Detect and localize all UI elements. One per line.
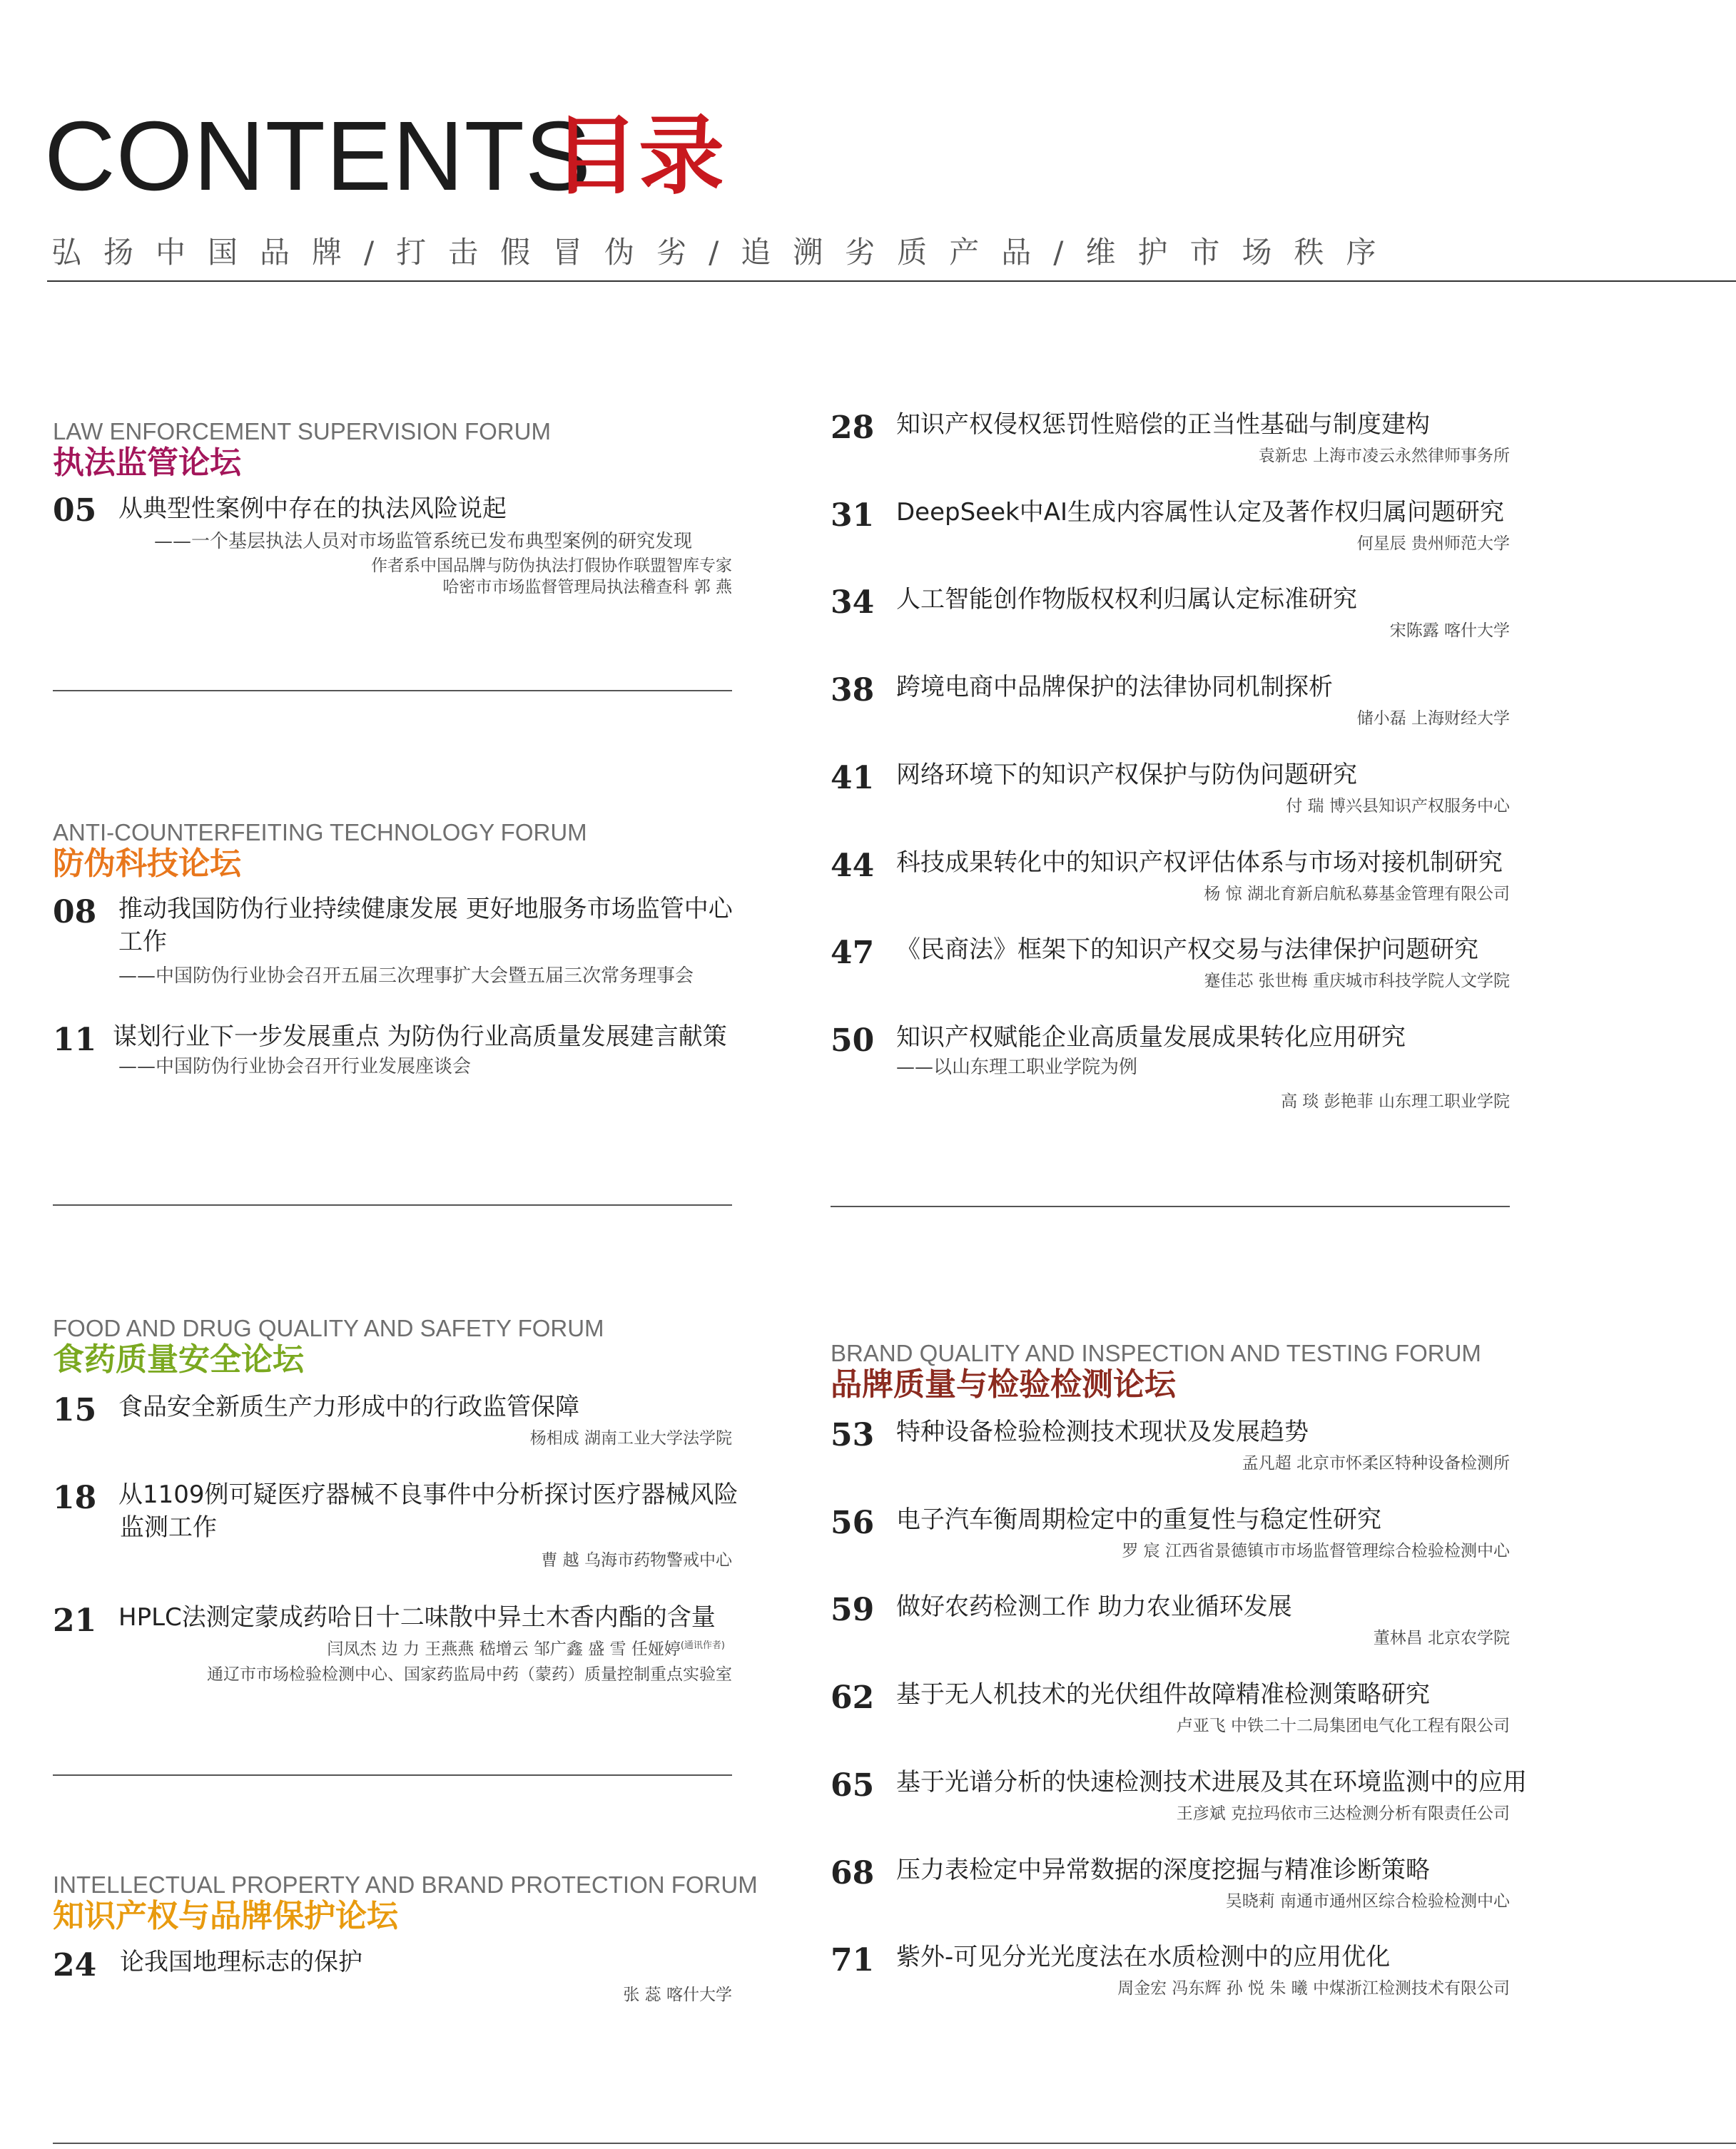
section-law (53, 420, 732, 479)
entry-author: 周金宏 冯东辉 孙 悦 朱 曦 中煤浙江检测技术有限公司 (1117, 1979, 1510, 1998)
slogan: 弘扬中国品牌/打击假冒伪劣/追溯劣质产品/维护市场秩序 (51, 235, 1399, 270)
entry-title: 从1109例可疑医疗器械不良事件中分析探讨医疗器械风险 (118, 1480, 738, 1509)
toc-entry[interactable] (831, 935, 1510, 995)
page-number: 21 (53, 1602, 97, 1639)
section-title-cn: 食药质量安全论坛 (53, 1341, 304, 1378)
entry-author: 吴晓莉 南通市通州区综合检验检测中心 (1225, 1892, 1510, 1911)
page-number: 41 (831, 760, 875, 796)
section-title-en: FOOD AND DRUG QUALITY AND SAFETY FORUM (53, 1315, 604, 1341)
toc-entry[interactable] (831, 672, 1510, 732)
toc-entry[interactable] (53, 894, 733, 990)
entry-title: 电子汽车衡周期检定中的重复性与稳定性研究 (896, 1505, 1381, 1534)
page-number: 05 (53, 492, 97, 529)
entry-author: 王彦斌 克拉玛依市三达检测分析有限责任公司 (1176, 1804, 1510, 1823)
toc-entry[interactable] (831, 1022, 1510, 1111)
toc-entry[interactable] (53, 1602, 732, 1691)
entry-author: 曹 越 乌海市药物警戒中心 (541, 1551, 732, 1570)
entry-author: 张 蕊 喀什大学 (623, 1986, 732, 2004)
entry-title: 《民商法》框架下的知识产权交易与法律保护问题研究 (896, 935, 1478, 964)
section-divider (831, 1206, 1510, 1207)
toc-entry[interactable] (53, 1947, 732, 2007)
entry-title: 网络环境下的知识产权保护与防伪问题研究 (896, 761, 1357, 789)
page-number: 24 (53, 1947, 97, 1983)
page-number: 56 (831, 1505, 875, 1541)
section-food (53, 1316, 732, 1376)
entry-author: 蹇佳芯 张世梅 重庆城市科技学院人文学院 (1204, 972, 1510, 990)
entry-title: 谋划行业下一步发展重点 为防伪行业高质量发展建言献策 (113, 1022, 727, 1051)
entry-title-cont: 工作 (118, 928, 167, 956)
section-title-cn: 防伪科技论坛 (53, 845, 241, 882)
toc-entry[interactable] (53, 1480, 738, 1575)
page-number: 08 (53, 894, 97, 930)
entry-author: 孟凡超 北京市怀柔区特种设备检测所 (1242, 1454, 1510, 1473)
page-number: 34 (831, 584, 875, 621)
toc-entry[interactable] (831, 584, 1510, 644)
section-title-cn: 知识产权与品牌保护论坛 (53, 1898, 398, 1934)
page-number: 38 (831, 672, 875, 708)
toc-entry[interactable] (831, 1942, 1510, 2002)
toc-entry[interactable] (831, 1592, 1510, 1652)
section-title-en: LAW ENFORCEMENT SUPERVISION FORUM (53, 418, 551, 444)
page-number: 65 (831, 1767, 875, 1804)
entry-subtitle: ——中国防伪行业协会召开行业发展座谈会 (118, 1056, 472, 1077)
toc-entry[interactable] (831, 1505, 1510, 1565)
entry-author: 罗 宸 江西省景德镇市市场监督管理综合检验检测中心 (1122, 1542, 1510, 1560)
entry-author: 董林昌 北京农学院 (1373, 1629, 1510, 1647)
entry-title: 做好农药检测工作 助力农业循环发展 (896, 1592, 1292, 1621)
entry-author: 储小磊 上海财经大学 (1356, 709, 1510, 728)
toc-entry[interactable] (831, 760, 1510, 820)
entry-author: 何星辰 贵州师范大学 (1356, 534, 1510, 553)
entry-title: 人工智能创作物版权权利归属认定标准研究 (896, 585, 1357, 614)
entry-author: 袁新忠 上海市凌云永然律师事务所 (1258, 447, 1510, 465)
entry-title: 知识产权侵权惩罚性赔偿的正当性基础与制度建构 (896, 410, 1430, 439)
entry-title: 紫外-可见分光光度法在水质检测中的应用优化 (896, 1943, 1391, 1971)
entry-title: HPLC法测定蒙成药哈日十二味散中异土木香内酯的含量 (118, 1603, 716, 1632)
section-title-en: BRAND QUALITY AND INSPECTION AND TESTING FORUM (831, 1340, 1481, 1366)
section-title-cn: 执法监管论坛 (53, 444, 241, 481)
page-number: 11 (53, 1022, 97, 1058)
entry-title: 食品安全新质生产力形成中的行政监管保障 (118, 1393, 579, 1421)
entry-title: 从典型性案例中存在的执法风险说起 (118, 494, 507, 523)
toc-entry[interactable] (53, 492, 732, 602)
entry-title: 压力表检定中异常数据的深度挖掘与精准诊断策略 (896, 1856, 1430, 1884)
entry-author: 高 琰 彭艳菲 山东理工职业学院 (1281, 1092, 1510, 1111)
page-number: 50 (831, 1022, 875, 1059)
toc-entry[interactable] (831, 1417, 1510, 1477)
entry-title: 论我国地理标志的保护 (120, 1948, 362, 1976)
entry-author: 杨相成 湖南工业大学法学院 (529, 1429, 732, 1448)
toc-entry[interactable] (53, 1392, 732, 1452)
section-anti (53, 821, 732, 880)
toc-entry[interactable] (831, 850, 1510, 908)
entry-title: 知识产权赋能企业高质量发展成果转化应用研究 (896, 1023, 1406, 1052)
contents-title-cn: 目录 (553, 107, 724, 206)
entry-subtitle: ——一个基层执法人员对市场监管系统已发布典型案例的研究发现 (154, 531, 693, 552)
toc-entry[interactable] (831, 497, 1510, 557)
entry-author: 宋陈露 喀什大学 (1389, 621, 1510, 640)
entry-author: 作者系中国品牌与防伪执法打假协作联盟智库专家 (371, 557, 732, 575)
entry-title: 特种设备检验检测技术现状及发展趋势 (896, 1418, 1309, 1446)
toc-entry[interactable] (831, 1682, 1510, 1739)
entry-title: DeepSeek中AI生成内容属性认定及著作权归属问题研究 (896, 498, 1504, 527)
corresponding-note: (通讯作者) (680, 1640, 725, 1651)
entry-title: 基于无人机技术的光伏组件故障精准检测策略研究 (896, 1680, 1430, 1709)
entry-title-cont: 监测工作 (120, 1513, 217, 1542)
entry-author: 杨 惊 湖北育新启航私募基金管理有限公司 (1204, 885, 1510, 903)
section-title-en: ANTI-COUNTERFEITING TECHNOLOGY FORUM (53, 819, 587, 845)
section-brand (831, 1341, 1544, 1401)
page-number: 59 (831, 1592, 875, 1628)
page-number: 31 (831, 497, 875, 534)
header-divider (47, 280, 1736, 282)
section-divider (53, 1204, 732, 1206)
section-title-cn: 品牌质量与检验检测论坛 (831, 1366, 1176, 1403)
section-divider (53, 690, 732, 691)
page-number: 15 (53, 1392, 97, 1428)
entry-author: 哈密市市场监督管理局执法稽查科 郭 燕 (442, 578, 732, 596)
page-number: 62 (831, 1680, 875, 1716)
entry-author: 付 瑞 博兴县知识产权服务中心 (1286, 797, 1510, 816)
page-number: 47 (831, 935, 875, 971)
footer-divider (53, 2143, 1736, 2144)
entry-author: 卢亚飞 中铁二十二局集团电气化工程有限公司 (1176, 1717, 1510, 1735)
section-divider (53, 1774, 732, 1776)
page-number: 28 (831, 410, 875, 446)
page-number: 53 (831, 1417, 875, 1453)
entry-author (327, 1641, 725, 1658)
section-title-en: INTELLECTUAL PROPERTY AND BRAND PROTECTION FORUM (53, 1871, 758, 1898)
page-number: 44 (831, 848, 875, 884)
toc-entry[interactable] (831, 1855, 1510, 1915)
entry-subtitle: ——中国防伪行业协会召开五届三次理事扩大会暨五届三次常务理事会 (118, 965, 694, 987)
entry-title: 推动我国防伪行业持续健康发展 更好地服务市场监管中心 (118, 895, 733, 923)
contents-title-en: CONTENTS (44, 101, 592, 211)
author-names: 闫凤杰 边 力 王燕燕 嵇增云 邹广鑫 盛 雪 任娅婷 (327, 1640, 681, 1659)
entry-title: 科技成果转化中的知识产权评估体系与市场对接机制研究 (896, 848, 1503, 877)
page-number: 68 (831, 1855, 875, 1891)
toc-entry[interactable] (831, 1767, 1527, 1827)
page-number: 71 (831, 1942, 875, 1978)
toc-entry[interactable] (53, 1022, 732, 1082)
entry-title: 跨境电商中品牌保护的法律协同机制探析 (896, 673, 1333, 701)
section-ip (53, 1871, 758, 1934)
section-ip-continued (831, 412, 1510, 1126)
entry-author: 通辽市市场检验检测中心、国家药监局中药（蒙药）质量控制重点实验室 (207, 1665, 732, 1684)
entry-title: 基于光谱分析的快速检测技术进展及其在环境监测中的应用 (896, 1768, 1527, 1797)
toc-entry[interactable] (831, 412, 1510, 469)
page-number: 18 (53, 1480, 97, 1516)
entry-subtitle: ——以山东理工职业学院为例 (896, 1057, 1138, 1078)
section-brand-entries (831, 1417, 1527, 2062)
